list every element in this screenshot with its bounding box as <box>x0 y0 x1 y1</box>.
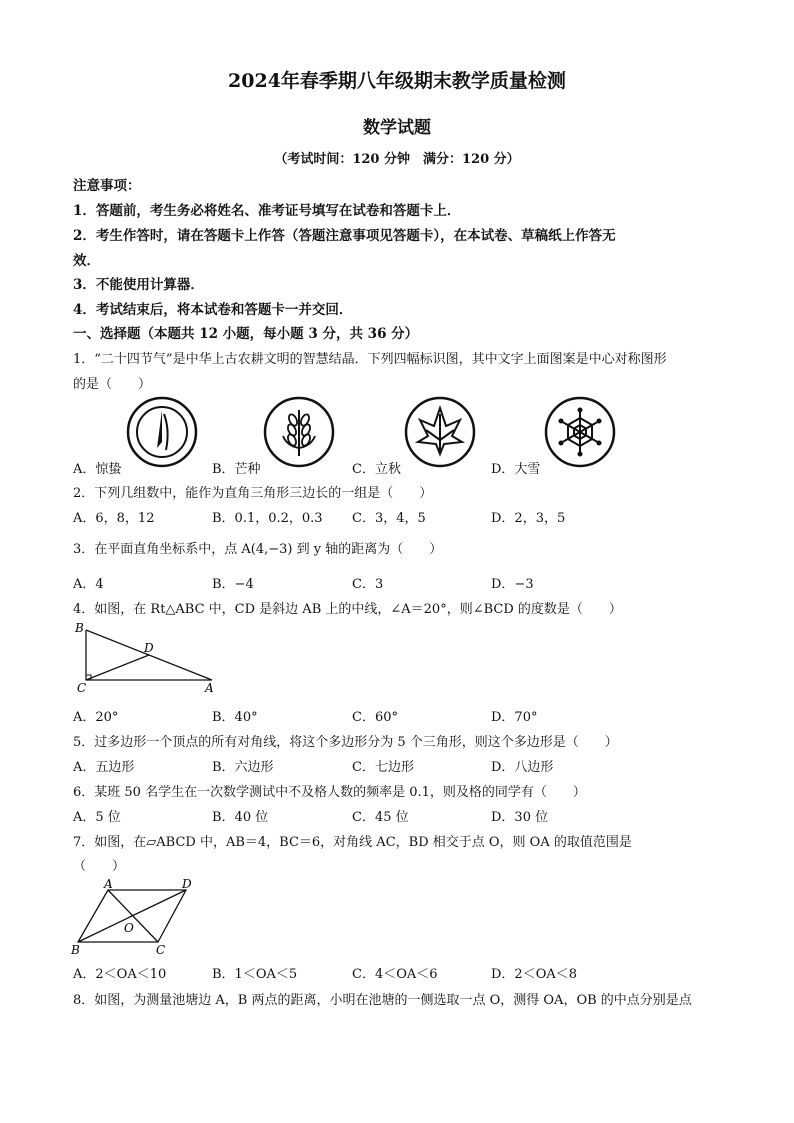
exam-info: （考试时间：120 分钟 满分：120 分） <box>274 152 520 167</box>
label-c: C <box>156 943 166 957</box>
option-b: B．−4 <box>212 577 254 592</box>
parallelogram-abcd-figure <box>66 876 206 958</box>
option-c: C．七边形 <box>352 760 414 775</box>
option-a: A．20° <box>73 710 119 725</box>
label-d: D <box>144 641 154 655</box>
liqiu-emblem-icon <box>404 396 476 468</box>
label-a: A <box>205 681 214 695</box>
option-b: B．0.1，0.2，0.3 <box>212 511 323 526</box>
jingzhe-emblem-icon <box>126 396 198 468</box>
option-d: D．70° <box>491 710 538 725</box>
question-text: 5．过多边形一个顶点的所有对角线，将这个多边形分为 5 个三角形，则这个多边形是（ ） <box>73 735 618 750</box>
option-d: D．大雪 <box>491 462 541 477</box>
note-item: 效． <box>73 253 100 269</box>
note-item: 1．答题前，考生务必将姓名、准考证号填写在试卷和答题卡上． <box>73 203 461 219</box>
question-text: 2．下列几组数中，能作为直角三角形三边长的一组是（ ） <box>73 486 433 501</box>
option-a: A．2＜OA＜10 <box>73 967 167 982</box>
option-d: D．−3 <box>491 577 534 592</box>
option-a: A．5 位 <box>73 810 121 825</box>
notes-heading: 注意事项： <box>73 178 141 194</box>
question-text: 1．“二十四节气”是中华上古农耕文明的智慧结晶．下列四幅标识图，其中文字上面图案是中心对称图形 <box>73 352 667 367</box>
option-c: C．60° <box>352 710 398 725</box>
option-c: C．立秋 <box>352 462 401 477</box>
question-text: 的是（ ） <box>73 377 152 392</box>
option-a: A．4 <box>73 577 104 592</box>
question-text: 8．如图，为测量池塘边 A，B 两点的距离，小明在池塘的一侧选取一点 O，测得 OA，OB 的中点分别是点 <box>73 993 692 1008</box>
option-a: A．五边形 <box>73 760 135 775</box>
question-text: 4．如图，在 Rt△ABC 中，CD 是斜边 AB 上的中线，∠A＝20°，则∠BCD 的度数是（ ） <box>73 602 622 617</box>
question-text: 3．在平面直角坐标系中，点 A(4,−3) 到 y 轴的距离为（ ） <box>73 542 443 557</box>
label-o: O <box>124 921 134 935</box>
option-a: A．惊蛰 <box>73 462 122 477</box>
label-d: D <box>182 877 192 891</box>
label-b: B <box>71 943 80 957</box>
label-b: B <box>75 621 84 635</box>
note-item: 4．考试结束后，将本试卷和答题卡一并交回． <box>73 302 353 318</box>
note-item: 3．不能使用计算器． <box>73 277 204 293</box>
daxue-emblem-icon <box>544 396 616 468</box>
option-b: B．1＜OA＜5 <box>212 967 298 982</box>
option-b: B．芒种 <box>212 462 261 477</box>
question-text: （ ） <box>73 859 126 874</box>
question-text: 7．如图，在▱ABCD 中，AB＝4，BC＝6，对角线 AC，BD 相交于点 O，则 OA 的取值范围是 <box>73 835 632 850</box>
subject-title: 数学试题 <box>363 118 431 138</box>
triangle-abc-figure <box>72 618 222 696</box>
option-d: D．八边形 <box>491 760 554 775</box>
mangzhong-emblem-icon <box>263 396 335 468</box>
option-d: D．30 位 <box>491 810 549 825</box>
label-c: C <box>77 681 87 695</box>
option-c: C．3 <box>352 577 384 592</box>
label-a: A <box>104 877 113 891</box>
option-b: B．40° <box>212 710 258 725</box>
section-heading: 一、选择题（本题共 12 小题，每小题 3 分，共 36 分） <box>73 326 419 342</box>
option-b: B．40 位 <box>212 810 269 825</box>
option-d: D．2，3，5 <box>491 511 566 526</box>
option-d: D．2＜OA＜8 <box>491 967 578 982</box>
option-c: C．4＜OA＜6 <box>352 967 438 982</box>
page-title: 2024年春季期八年级期末教学质量检测 <box>228 70 566 92</box>
option-c: C．3，4，5 <box>352 511 426 526</box>
option-b: B．六边形 <box>212 760 274 775</box>
note-item: 2．考生作答时，请在答题卡上作答（答题注意事项见答题卡），在本试卷、草稿纸上作答无 <box>73 228 616 244</box>
option-a: A．6，8，12 <box>73 511 155 526</box>
option-c: C．45 位 <box>352 810 409 825</box>
question-text: 6．某班 50 名学生在一次数学测试中不及格人数的频率是 0.1，则及格的同学有（ ） <box>73 785 586 800</box>
